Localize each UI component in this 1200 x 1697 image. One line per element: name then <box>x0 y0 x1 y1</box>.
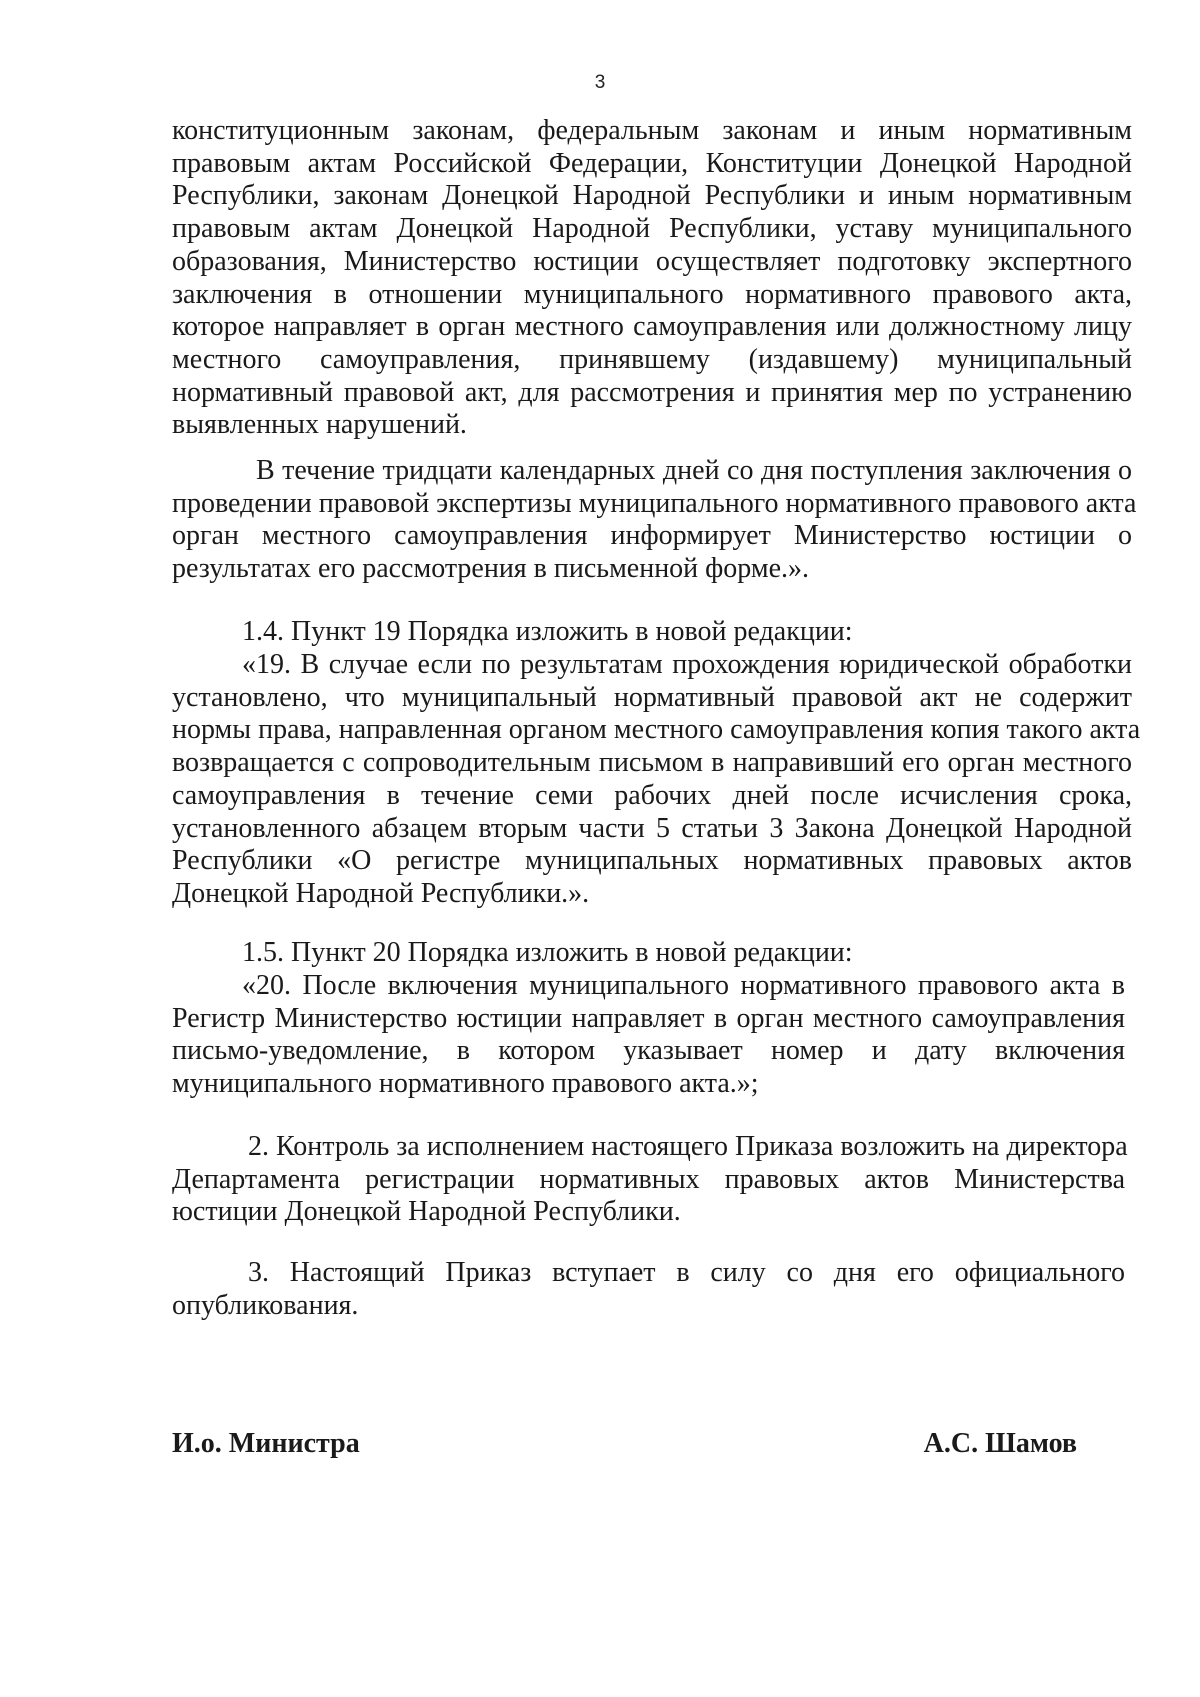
text-line: муниципального нормативного правового акта.»; <box>172 1068 759 1100</box>
signatory-position: И.о. Министра <box>172 1428 360 1459</box>
paragraph-point-20 <box>172 970 1125 1101</box>
text-line: образования, Министерство юстиции осуществляет подготовку экспертного <box>172 245 1132 277</box>
text-line: возвращается с сопроводительным письмом в направивший его орган местного <box>172 747 1132 779</box>
text-line: «20. После включения муниципального нормативного правового акта в <box>242 970 1125 1001</box>
text-line: В течение тридцати календарных дней со дня поступления заключения о <box>256 455 1132 486</box>
text-line: местного самоуправления, принявшему (издавшему) муниципальный <box>172 343 1132 375</box>
text-line: установлено, что муниципальный нормативный правовой акт не содержит <box>172 681 1132 713</box>
paragraph-review-term <box>172 455 1137 586</box>
text-line: юстиции Донецкой Народной Республики. <box>172 1196 681 1228</box>
text-line: 3. Настоящий Приказ вступает в силу со дня его официального <box>248 1257 1125 1288</box>
paragraph-continuation <box>172 115 1132 442</box>
paragraph-point-19 <box>172 649 1141 911</box>
text-line: 1.5. Пункт 20 Порядка изложить в новой редакции: <box>242 937 853 968</box>
text-line: нормы права, направленная органом местного самоуправления копия такого акта <box>172 714 1141 746</box>
text-line: Республики, законам Донецкой Народной Республики и иным нормативным <box>172 180 1132 212</box>
text-line: правовым актам Донецкой Народной Республики, уставу муниципального <box>172 213 1132 245</box>
signature-block <box>172 1428 1077 1460</box>
text-line: самоуправления в течение семи рабочих дней после исчисления срока, <box>172 779 1132 811</box>
text-line: нормативный правовой акт, для рассмотрения и принятия мер по устранению <box>172 376 1132 408</box>
text-line: опубликования. <box>172 1289 359 1321</box>
text-line: правовым актам Российской Федерации, Конституции Донецкой Народной <box>172 147 1132 179</box>
text-line: орган местного самоуправления информирует Министерство юстиции о <box>172 520 1132 552</box>
text-line: Республики «О регистре муниципальных нормативных правовых актов <box>172 845 1132 877</box>
text-line: 2. Контроль за исполнением настоящего Приказа возложить на директора <box>248 1131 1128 1162</box>
paragraph-item-3 <box>172 1257 1125 1322</box>
paragraph-item-1-5 <box>172 937 1132 970</box>
text-line: конституционным законам, федеральным законам и иным нормативным <box>172 115 1132 146</box>
signatory-name: А.С. Шамов <box>923 1428 1077 1459</box>
paragraph-item-1-4 <box>172 616 1132 649</box>
paragraph-item-2 <box>172 1131 1128 1229</box>
text-line: заключения в отношении муниципального нормативного правового акта, <box>172 278 1132 310</box>
text-line: результатах его рассмотрения в письменной форме.». <box>172 553 810 585</box>
text-line: выявленных нарушений. <box>172 409 467 441</box>
text-line: Донецкой Народной Республики.». <box>172 877 590 909</box>
text-line: Регистр Министерство юстиции направляет в орган местного самоуправления <box>172 1002 1125 1034</box>
text-line: проведении правовой экспертизы муниципального нормативного правового акта <box>172 487 1137 519</box>
text-line: установленного абзацем вторым части 5 статьи 3 Закона Донецкой Народной <box>172 812 1132 844</box>
text-line: «19. В случае если по результатам прохождения юридической обработки <box>242 649 1132 680</box>
text-line: 1.4. Пункт 19 Порядка изложить в новой редакции: <box>242 616 853 647</box>
text-line: письмо-уведомление, в котором указывает номер и дату включения <box>172 1035 1125 1067</box>
text-line: Департамента регистрации нормативных правовых актов Министерства <box>172 1163 1125 1195</box>
text-line: которое направляет в орган местного самоуправления или должностному лицу <box>172 311 1132 343</box>
page-number: 3 <box>594 72 606 93</box>
